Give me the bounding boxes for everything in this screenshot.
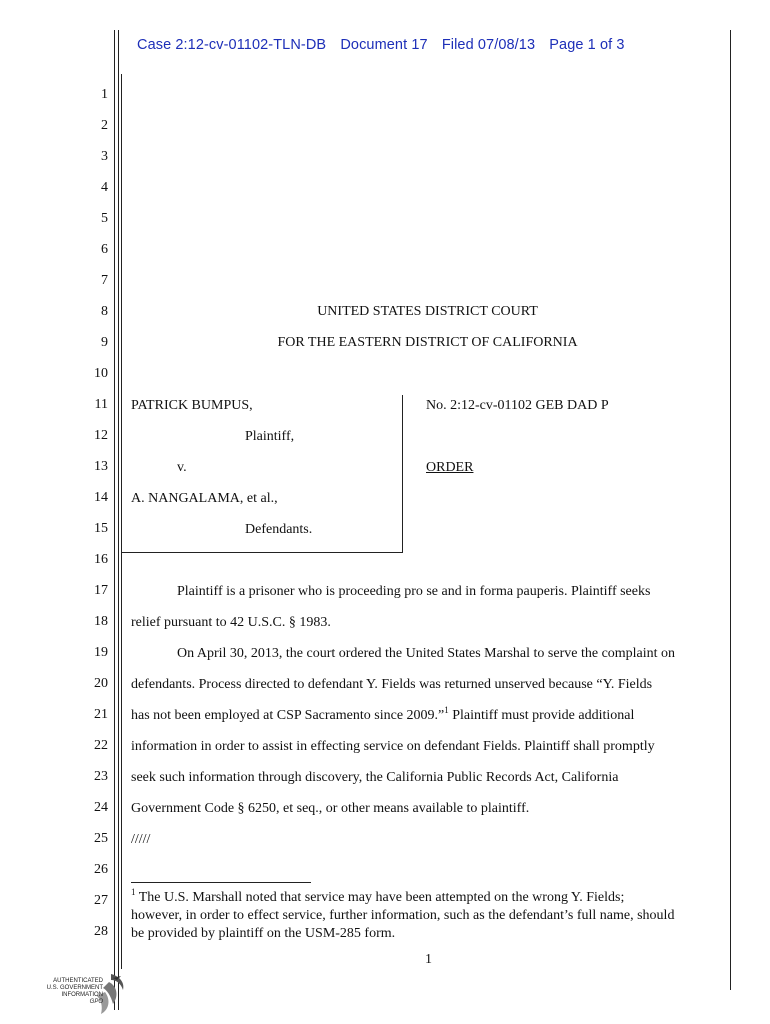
- line-number: 7: [101, 273, 108, 288]
- footnote-reference: 1: [444, 705, 449, 715]
- footnote-marker: 1: [131, 887, 136, 897]
- ecf-header: [137, 37, 635, 53]
- body-line-25: /////: [131, 832, 151, 847]
- line-number: 20: [94, 676, 108, 691]
- header-document-number: Document 17: [340, 37, 428, 53]
- line-number: 22: [94, 738, 108, 753]
- line-number: 11: [94, 397, 108, 412]
- line-number: 5: [101, 211, 108, 226]
- line-number-rule: [121, 74, 122, 969]
- line-number: 10: [94, 366, 108, 381]
- court-district: FOR THE EASTERN DISTRICT OF CALIFORNIA: [277, 335, 578, 350]
- footnote-separator: [131, 882, 311, 883]
- plaintiff-name: PATRICK BUMPUS,: [131, 398, 253, 413]
- footnote-line-2: however, in order to effect service, further information, such as the defendant’s full name, should: [131, 908, 675, 923]
- header-filed-date: Filed 07/08/13: [441, 37, 536, 53]
- line-number: 3: [101, 149, 108, 164]
- line-number: 21: [94, 707, 108, 722]
- versus: v.: [177, 460, 187, 475]
- line-number: 16: [94, 552, 108, 567]
- footnote-line-3: be provided by plaintiff on the USM-285 form.: [131, 926, 396, 941]
- case-number: No. 2:12-cv-01102 GEB DAD P: [426, 398, 609, 413]
- plaintiff-role: Plaintiff,: [245, 429, 295, 444]
- line-number: 24: [94, 800, 108, 815]
- caption-box-bottom-border: [121, 552, 403, 553]
- line-number: 9: [101, 335, 108, 350]
- document-title: ORDER: [426, 460, 474, 475]
- defendant-role: Defendants.: [245, 522, 313, 537]
- right-margin-rule: [730, 30, 731, 990]
- seal-line-2: U.S. GOVERNMENT: [46, 985, 103, 991]
- footnote: [131, 889, 721, 943]
- line-number: 23: [94, 769, 108, 784]
- body-line-21: [131, 705, 635, 724]
- court-name: UNITED STATES DISTRICT COURT: [317, 304, 538, 319]
- line-number: 13: [94, 459, 108, 474]
- caption-box-right-border: [402, 395, 403, 553]
- left-margin-double-rule-inner: [118, 30, 119, 1010]
- line-number: 2: [101, 118, 108, 133]
- line-number: 1: [101, 87, 108, 102]
- line-number: 18: [94, 614, 108, 629]
- line-number: 25: [94, 831, 108, 846]
- line-number: 19: [94, 645, 108, 660]
- body-line-23: seek such information through discovery, the California Public Records Act, California: [131, 770, 619, 785]
- seal-text: [43, 978, 103, 1006]
- defendant-name: A. NANGALAMA, et al.,: [131, 491, 278, 506]
- line-number: 6: [101, 242, 108, 257]
- body-line-22: information in order to assist in effecting service on defendant Fields. Plaintiff shall promptly: [131, 739, 655, 754]
- body-line-24: Government Code § 6250, et seq., or other means available to plaintiff.: [131, 801, 530, 816]
- body-line-21-text: has not been employed at CSP Sacramento since 2009.”: [131, 708, 445, 723]
- body-line-20: defendants. Process directed to defendant Y. Fields was returned unserved because “Y. Fields: [131, 677, 653, 692]
- line-number: 8: [101, 304, 108, 319]
- seal-line-4: GPO: [89, 999, 103, 1005]
- line-number: 26: [94, 862, 108, 877]
- footnote-line-1: [131, 889, 721, 907]
- line-number: 4: [101, 180, 108, 195]
- line-number: 27: [94, 893, 108, 908]
- line-number: 28: [94, 924, 108, 939]
- line-number: 14: [94, 490, 108, 505]
- header-case-number: Case 2:12-cv-01102-TLN-DB: [137, 37, 327, 53]
- seal-line-1: AUTHENTICATED: [53, 978, 103, 984]
- page-number: 1: [425, 952, 432, 967]
- header-page-count: Page 1 of 3: [549, 37, 625, 53]
- body-line-19: On April 30, 2013, the court ordered the United States Marshal to serve the complaint on: [177, 646, 676, 661]
- body-line-18: relief pursuant to 42 U.S.C. § 1983.: [131, 615, 331, 630]
- line-number: 17: [94, 583, 108, 598]
- gpo-authentication-seal: [33, 970, 133, 1018]
- body-line-21-continuation: Plaintiff must provide additional: [448, 708, 635, 723]
- footnote-text-1: The U.S. Marshall noted that service may have been attempted on the wrong Y. Fields;: [135, 890, 625, 905]
- seal-line-3: INFORMATION: [61, 992, 103, 998]
- left-margin-double-rule-outer: [114, 30, 115, 1010]
- body-line-17: Plaintiff is a prisoner who is proceeding pro se and in forma pauperis. Plaintiff seeks: [177, 584, 651, 599]
- line-number: 15: [94, 521, 108, 536]
- line-number: 12: [94, 428, 108, 443]
